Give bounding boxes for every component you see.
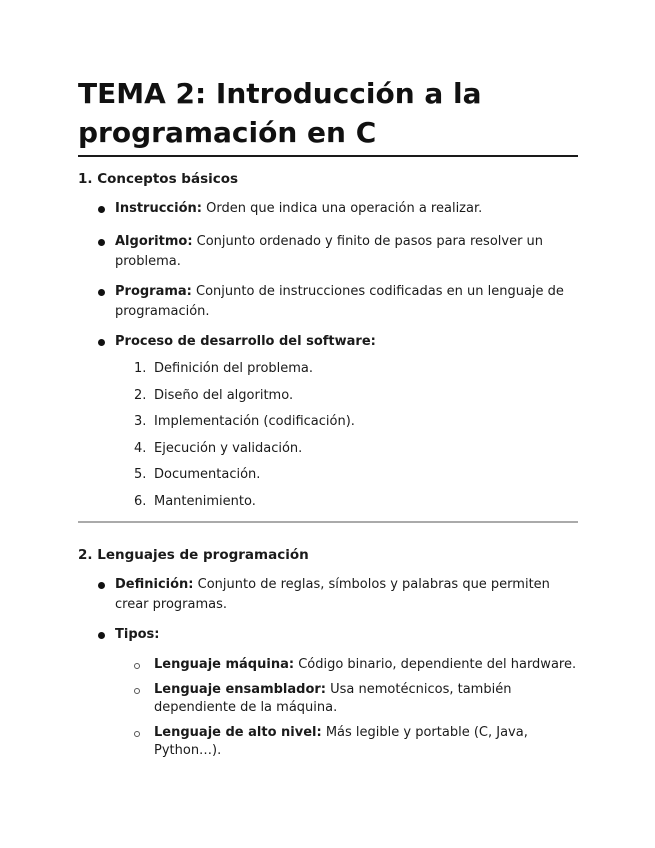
step-number: 6. <box>134 493 147 509</box>
step-text: Implementación (codificación). <box>154 414 355 429</box>
step-item <box>78 412 578 432</box>
languages-list <box>78 575 578 760</box>
language-type-item <box>78 656 578 674</box>
section-heading-conceptos: 1. Conceptos básicos <box>78 171 239 187</box>
list-item-programa <box>78 282 578 322</box>
term-description: Usa nemotécnicos, también dependiente de la máquina. <box>154 681 512 715</box>
bullet-icon <box>98 632 105 639</box>
term-description: Conjunto ordenado y finito de pasos para resolver un problema. <box>115 234 544 269</box>
term-description: Conjunto de reglas, símbolos y palabras que permiten crear programas. <box>115 576 550 612</box>
term-label: Instrucción: <box>115 201 202 216</box>
section-heading-lenguajes: 2. Lenguajes de programación <box>78 546 309 563</box>
bullet-icon <box>98 239 105 246</box>
list-item-tipos <box>78 625 578 760</box>
step-text: Ejecución y validación. <box>154 440 303 456</box>
circle-bullet-icon <box>134 731 140 737</box>
step-text: Definición del problema. <box>154 361 314 376</box>
term-description: Más legible y portable (C, Java, Python…). <box>154 724 528 758</box>
bullet-icon <box>98 582 105 589</box>
term-label: Algoritmo: <box>115 234 193 249</box>
term-label: Programa: <box>115 284 192 299</box>
step-item <box>78 439 578 459</box>
step-text: Mantenimiento. <box>154 493 256 509</box>
term-label: Tipos: <box>115 626 160 642</box>
concepts-list <box>78 199 578 512</box>
step-item <box>78 359 578 379</box>
language-type-item <box>78 724 578 760</box>
step-item <box>78 386 578 406</box>
development-steps-list <box>78 359 578 512</box>
list-item-algoritmo <box>78 232 578 272</box>
language-types-list <box>78 656 578 760</box>
bullet-icon <box>98 339 105 346</box>
term-label: Definición: <box>115 576 194 592</box>
step-number: 5. <box>134 467 147 482</box>
step-number: 2. <box>134 387 147 403</box>
term-label: Lenguaje de alto nivel: <box>154 724 322 740</box>
step-number: 4. <box>134 440 147 456</box>
document-page <box>78 74 578 767</box>
list-item-definicion <box>78 575 578 615</box>
step-item <box>78 492 578 512</box>
circle-bullet-icon <box>134 688 140 694</box>
language-type-item <box>78 681 578 717</box>
circle-bullet-icon <box>134 663 140 669</box>
term-description: Código binario, dependiente del hardware. <box>294 656 577 672</box>
bullet-icon <box>98 289 105 296</box>
page-title: TEMA 2: Introducción a la programación en C <box>78 74 578 157</box>
section-divider <box>78 521 578 523</box>
step-number: 3. <box>134 414 147 429</box>
step-number: 1. <box>134 361 147 376</box>
term-description: Conjunto de instrucciones codificadas en un lenguaje de programación. <box>115 284 564 319</box>
term-description: Orden que indica una operación a realizar. <box>201 201 483 216</box>
step-item <box>78 465 578 485</box>
list-item-instruccion <box>78 199 578 219</box>
term-label: Proceso de desarrollo del software: <box>115 334 376 349</box>
list-item-proceso-desarrollo <box>78 332 578 512</box>
step-text: Diseño del algoritmo. <box>154 387 294 403</box>
bullet-icon <box>98 206 105 213</box>
term-label: Lenguaje ensamblador: <box>154 681 326 697</box>
term-label: Lenguaje máquina: <box>154 656 295 672</box>
step-text: Documentación. <box>154 467 261 482</box>
